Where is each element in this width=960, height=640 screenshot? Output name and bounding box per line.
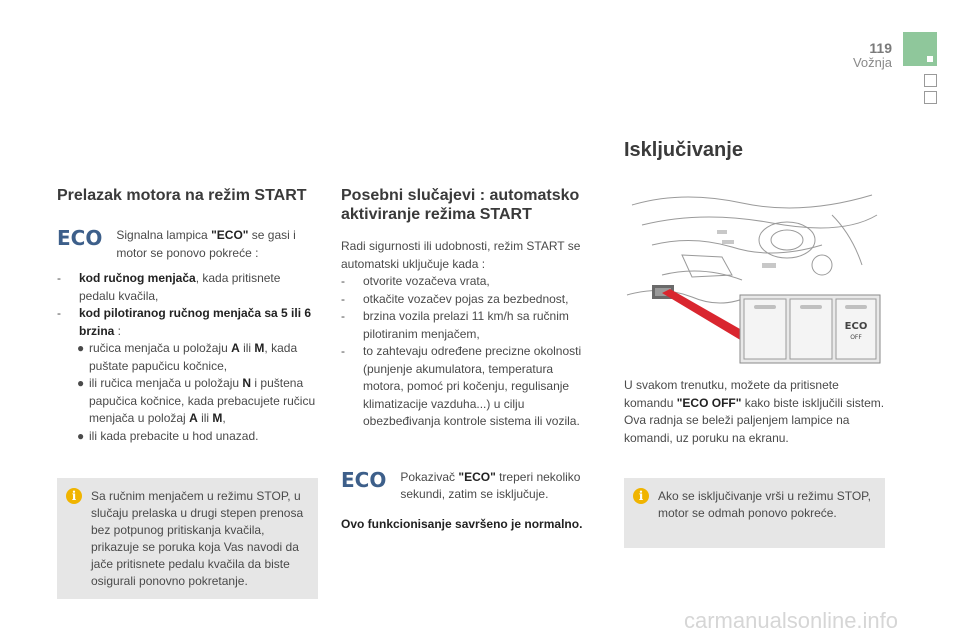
right-info-note [624, 478, 885, 548]
list-item: - brzina vozila prelazi 11 km/h sa ručnim pilotiranim menjačem, [341, 309, 569, 341]
dashboard-drawing [622, 185, 884, 365]
eco-off-description: U svakom trenutku, možete da pritisnete komandu "ECO OFF" kako biste isključili sistem. [624, 378, 885, 410]
left-note-text: Sa ručnim menjačem u režimu STOP, u slučaju prelaska u drugi stepen prenosa bez potpunog pritiskanja kvačila, prikazuje se poruka koja Vas navodi da jače pritisnete pedalu kvačila da biste osigurali ponovno pokretanje. [91, 489, 304, 588]
eco-button-label-bottom: OFF [850, 334, 862, 341]
chapter-tab-3 [924, 91, 937, 104]
left-title: Prelazak motora na režim START [57, 187, 307, 204]
bullet-item: ● ili ručica menjača u položaju N i puštena papučica kočnice, kada prebacujete ručicu menjača u položaj A ili M, [77, 376, 316, 425]
info-icon: i [66, 488, 82, 504]
section-title: Vožnja [852, 55, 892, 70]
middle-title: Posebni slučajevi : automatsko aktiviranje režima START [341, 187, 580, 223]
list-item: - kod ručnog menjača, kada pritisnete pedalu kvačila, [57, 271, 281, 303]
eco-button-label-top: ECO [844, 321, 868, 332]
info-icon: i [633, 488, 649, 504]
watermark: carmanualsonline.info [684, 608, 899, 633]
middle-column [341, 186, 597, 533]
left-column [57, 186, 319, 445]
eco-off-button-illustration [622, 185, 884, 365]
eco-indicator-icon: ECO [57, 226, 103, 250]
bullet-item: ● ručica menjača u položaju A ili M, kada puštate papučicu kočnice, [77, 341, 298, 373]
eco-blink-description: Pokazivač "ECO" treperi nekoliko sekundi, zatim se isključuje. [400, 469, 581, 501]
right-text [624, 377, 886, 447]
page-number: 119 [869, 40, 892, 56]
right-title: Isključivanje [624, 139, 743, 161]
list-item: - to zahtevaju određene precizne okolnosti (punjenje akumulatora, temperatura motora, pomoć pri kočenju, regulisanje klimatizacije vazduha...) u cilju obezbeđivanja kontrole sistema ili vozila. [341, 344, 582, 428]
eco-off-description-2: Ova radnja se beleži paljenjem lampice na komandi, uz poruku na ekranu. [624, 413, 850, 445]
tab-marker [927, 56, 933, 62]
eco-indicator-icon: ECO [341, 467, 387, 492]
bullet-item: ● ili kada prebacite u hod unazad. [77, 428, 259, 443]
chapter-tab-2 [924, 74, 937, 87]
list-item: - kod pilotiranog ručnog menjača sa 5 ili 6 brzina : [57, 306, 312, 338]
list-item: - otvorite vozačeva vrata, [341, 274, 490, 288]
normal-operation-note: Ovo funkcionisanje savršeno je normalno. [341, 516, 583, 531]
chapter-tab-active [903, 32, 937, 66]
middle-intro: Radi sigurnosti ili udobnosti, režim START se automatski uključuje kada : [341, 239, 581, 271]
right-note-text: Ako se isključivanje vrši u režimu STOP, motor se odmah ponovo pokreće. [658, 489, 871, 520]
eco-description: Signalna lampica "ECO" se gasi i motor se ponovo pokreće : [116, 228, 296, 260]
list-item: - otkačite vozačev pojas za bezbednost, [341, 291, 569, 306]
left-info-note [57, 478, 318, 599]
